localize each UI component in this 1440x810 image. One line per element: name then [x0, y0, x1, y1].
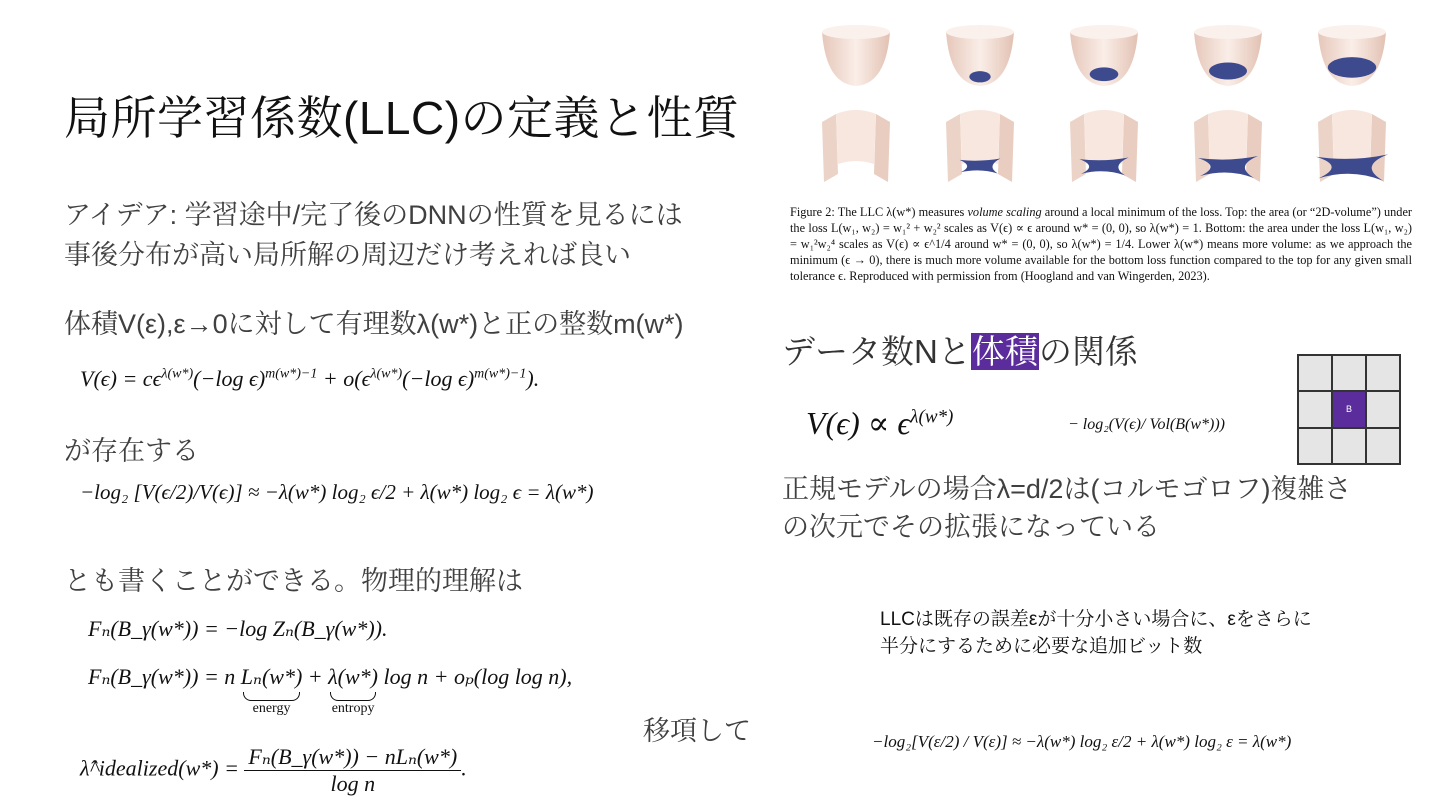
proportional-equation: $V(\epsilon) \propto \epsilon^{\lambda(w*)}$: [806, 405, 954, 441]
also-text: とも書くことができる。物理的理解は: [64, 566, 523, 596]
volume-highlight: 体積: [971, 333, 1038, 370]
log-ratio-equation: −log₂ [V(ϵ/2)/V(ϵ)] ≈ −λ(w*) log₂ ϵ/2 + λ(w*) log₂ ϵ = λ(w*): [80, 480, 594, 504]
free-energy-equation-2: Fₙ(B_γ(w*)) = n Lₙ(w*) energy + λ(w*) entropy log n + oₚ(log log n),: [88, 664, 573, 716]
grid-cell: [1298, 428, 1332, 464]
neighborhood-grid: [1297, 354, 1401, 465]
llc-note: LLCは既存の誤差εが十分小さい場合に、εをさらに半分にするために必要な追加ビット数: [880, 609, 1312, 657]
data-volume-heading: データ数Nと体積の関係: [782, 333, 1138, 370]
volume-statement: 体積V(ε),ε→0に対して有理数λ(w*)と正の整数m(w*): [64, 309, 684, 339]
grid-cell: [1366, 428, 1400, 464]
grid-cell: [1366, 391, 1400, 427]
energy-label: energy: [252, 701, 291, 716]
bowl-surface: [1194, 25, 1262, 86]
bowl-surface: [822, 25, 890, 86]
grid-center-cell: [1332, 391, 1366, 427]
grid-cell: [1332, 428, 1366, 464]
entropy-label: entropy: [331, 701, 375, 716]
lambda-idealized-equation: λ̂^idealized(w*) = $\frac{\text{Fₙ(B\_γ(w*)) − nLₙ(w*)}}{\text{log n}}$ .: [80, 744, 467, 796]
regular-model-line-1: 正規モデルの場合λ=d/2は(コルモゴロフ)複雑さ: [782, 474, 1352, 504]
bowl-surface: [1070, 25, 1138, 86]
energy-underbrace: Lₙ(w*) energy: [240, 664, 303, 716]
entropy-underbrace: λ(w*) entropy: [328, 664, 378, 716]
bowl-surface: [1318, 25, 1386, 86]
exists-text: が存在する: [64, 436, 199, 466]
grid-cell: [1332, 355, 1366, 391]
grid-center-label: B: [1345, 404, 1352, 415]
loss-volume-figure: [806, 14, 1418, 196]
grid-cell: [1298, 391, 1332, 427]
grid-cell: [1298, 355, 1332, 391]
transpose-text: 移項して: [643, 716, 751, 746]
volume-asymptotic-equation: $V(\epsilon) = c\epsilon^{\lambda(w*)}(-\log$ $\epsilon)^{m(w*)-1} + o(\epsilon^{\lambda(w*)}(-\log$ ϵ)$^{m(w*)-1}$).: [80, 366, 540, 391]
idea-line-1: アイデア: 学習途中/完了後のDNNの性質を見るには: [64, 200, 683, 230]
wall-surface: [822, 110, 890, 182]
neg-log-volume-equation: − log₂(V(ϵ)/ Vol(B(w*))): [1068, 416, 1225, 433]
regular-model-line-2: の次元でその拡張になっている: [782, 512, 1160, 542]
wall-surface: [1070, 110, 1138, 182]
page-title: 局所学習係数(LLC)の定義と性質: [64, 92, 740, 144]
note-equation: −log₂[V(ε/2) / V(ε)] ≈ −λ(w*) log₂ ε/2 + λ(w*) log₂ ε = λ(w*): [872, 732, 1292, 751]
wall-surface: [1194, 110, 1262, 182]
wall-surface: [1316, 110, 1388, 182]
free-energy-equation-1: Fₙ(B_γ(w*)) = −log Zₙ(B_γ(w*)).: [88, 616, 388, 641]
idea-line-2: 事後分布が高い局所解の周辺だけ考えれば良い: [64, 240, 631, 270]
wall-surface: [946, 110, 1014, 182]
grid-cell: [1366, 355, 1400, 391]
bowl-surface: [946, 25, 1014, 86]
figure-caption: Figure 2: The LLC λ(w*) measures volume scaling around a local minimum of the loss. Top: the area (or “2D-volume”) under the loss L(w₁, w₂) = w₁² + w₂² scales as V(ϵ) ∝ ϵ around w* = (0, 0), so λ(w*) = 1. Bottom: the area under the loss L(w₁, w₂) = w₁²w₂⁴ scales as V(ϵ) ∝ ϵ^1/4 around w* = (0, 0), so λ(w*) = 1/4. Lower λ(w*) means more volume: as we approach the minimum (ϵ → 0), there is much more volume available for the bottom loss function compared to the top for any given small tolerance ϵ. Reproduced with permission from (Hoogland and van Wingerden, 2023).: [790, 205, 1413, 283]
